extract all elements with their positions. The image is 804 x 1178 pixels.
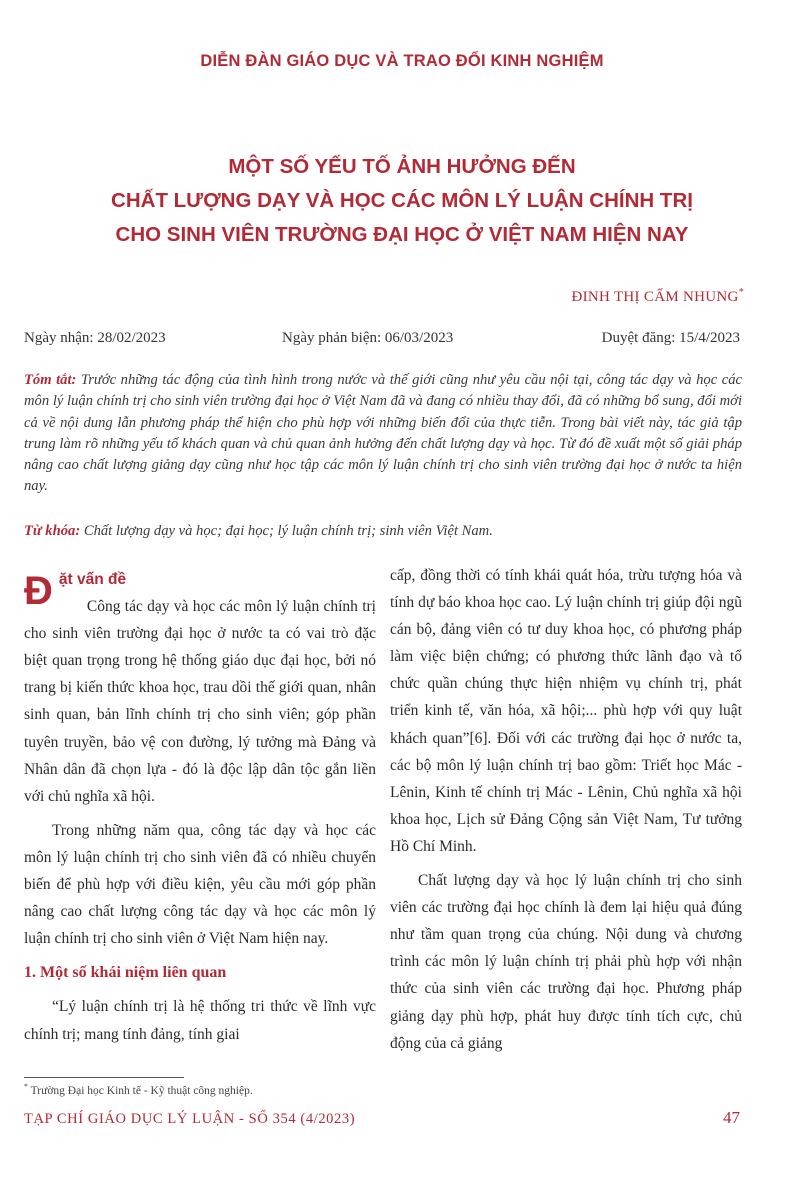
author-footnote-mark: * <box>738 287 744 298</box>
footnote-text: Trường Đại học Kinh tế - Kỹ thuật công nghiệp. <box>28 1084 253 1097</box>
right-paragraph-2: Chất lượng dạy và học lý luận chính trị cho sinh viên các trường đại học chính là đem lại hiệu quả đúng như tầm quan trọng của chúng. Nội dung và chương trình các môn lý luận chính trị phải phù hợp với nhận thức của sinh viên các trường đại học. Phương pháp giảng dạy phù hợp, phát huy được tính tích cực, chủ động của cả giảng <box>390 872 742 1052</box>
keywords-text: Chất lượng dạy và học; đại học; lý luận chính trị; sinh viên Việt Nam. <box>80 523 493 539</box>
drop-cap: Đ <box>24 569 53 613</box>
dates-row <box>24 330 740 352</box>
section-1-heading: 1. Một số khái niệm liên quan <box>24 964 227 982</box>
keywords-label: Từ khóa: <box>24 523 81 539</box>
left-paragraph-3: “Lý luận chính trị là hệ thống tri thức về lĩnh vực chính trị; mang tính đảng, tính giai <box>24 998 376 1043</box>
abstract-text: Trước những tác động của tình hình trong nước và thế giới cũng như yêu cầu nội tại, công tác dạy và học các môn lý luận chính trị cho sinh viên trường đại học ở Việt Nam đã và đang có nhiều thay đổi, đã có những bổ sung, đổi mới cả về nội dung lẫn phương pháp thể hiện cho phù hợp với những biến đổi của thực tiễn. Trong bài viết này, tác giả tập trung làm rõ những yếu tố khách quan và chủ quan ảnh hưởng đến chất lượng dạy và học. Từ đó đề xuất một số giải pháp nâng cao chất lượng giảng dạy cũng như học tập các môn lý luận chính trị cho sinh viên trường đại học ở nước ta hiện nay. <box>24 372 742 495</box>
title-line-3: CHO SINH VIÊN TRƯỜNG ĐẠI HỌC Ở VIỆT NAM HIỆN NAY <box>115 223 689 246</box>
section-header: DIỄN ĐÀN GIÁO DỤC VÀ TRAO ĐỔI KINH NGHIỆM <box>200 52 604 70</box>
review-date: Ngày phản biện: 06/03/2023 <box>282 330 454 346</box>
keywords <box>24 523 742 540</box>
journal-footer: TẠP CHÍ GIÁO DỤC LÝ LUẬN - SỐ 354 (4/2023) <box>24 1111 356 1127</box>
intro-paragraph <box>24 566 376 810</box>
article-title <box>0 150 804 252</box>
footnote <box>24 1082 253 1097</box>
footnote-mark: * <box>24 1082 28 1091</box>
footnote-rule <box>24 1077 184 1078</box>
accepted-date: Duyệt đăng: 15/4/2023 <box>601 330 740 346</box>
abstract-label: Tóm tắt: <box>24 372 77 388</box>
intro-heading: ặt vấn đề <box>58 571 127 588</box>
author-name: ĐINH THỊ CẨM NHUNG <box>571 289 739 305</box>
title-line-2: CHẤT LƯỢNG DẠY VÀ HỌC CÁC MÔN LÝ LUẬN CHÍNH TRỊ <box>111 189 693 212</box>
left-paragraph-1: Công tác dạy và học các môn lý luận chính trị cho sinh viên trường đại học ở nước ta có vai trò đặc biệt quan trọng trong hệ thống giáo dục đại học, bởi nó trang bị kiến thức khoa học, trau dồi thế giới quan, nhân sinh quan, bản lĩnh chính trị cho sinh viên; góp phần tuyên truyền, bảo vệ con đường, lý tưởng mà Đảng và Nhân dân đã chọn lựa - đó là độc lập dân tộc gắn liền với chủ nghĩa xã hội. <box>24 598 376 805</box>
left-column <box>24 566 376 1055</box>
title-line-1: MỘT SỐ YẾU TỐ ẢNH HƯỞNG ĐẾN <box>228 155 576 178</box>
page-number: 47 <box>723 1108 740 1127</box>
received-date: Ngày nhận: 28/02/2023 <box>24 330 166 346</box>
left-paragraph-2: Trong những năm qua, công tác dạy và học các môn lý luận chính trị cho sinh viên đã có nhiều chuyển biến để phù hợp với điều kiện, yêu cầu mới góp phần nâng cao chất lượng công tác dạy và học các môn lý luận chính trị cho sinh viên ở Việt Nam hiện nay. <box>24 821 376 948</box>
right-paragraph-1: cấp, đồng thời có tính khái quát hóa, trừu tượng hóa và tính dự báo khoa học cao. Lý luận chính trị giúp đội ngũ cán bộ, đảng viên có tư duy khoa học, có phương pháp làm việc biện chứng; có phương thức lãnh đạo và tổ chức quần chúng thực hiện nhiệm vụ chính trị, phát triển kinh tế, văn hóa, xã hội;... phù hợp với quy luật khách quan”[6]. Đối với các trường đại học ở nước ta, các bộ môn lý luận chính trị bao gồm: Triết học Mác - Lênin, Kinh tế chính trị Mác - Lênin, Chủ nghĩa xã hội khoa học, Lịch sử Đảng Cộng sản Việt Nam, Tư tưởng Hồ Chí Minh. <box>390 567 742 855</box>
abstract <box>24 370 742 498</box>
author <box>571 287 744 306</box>
right-column <box>390 562 742 1064</box>
